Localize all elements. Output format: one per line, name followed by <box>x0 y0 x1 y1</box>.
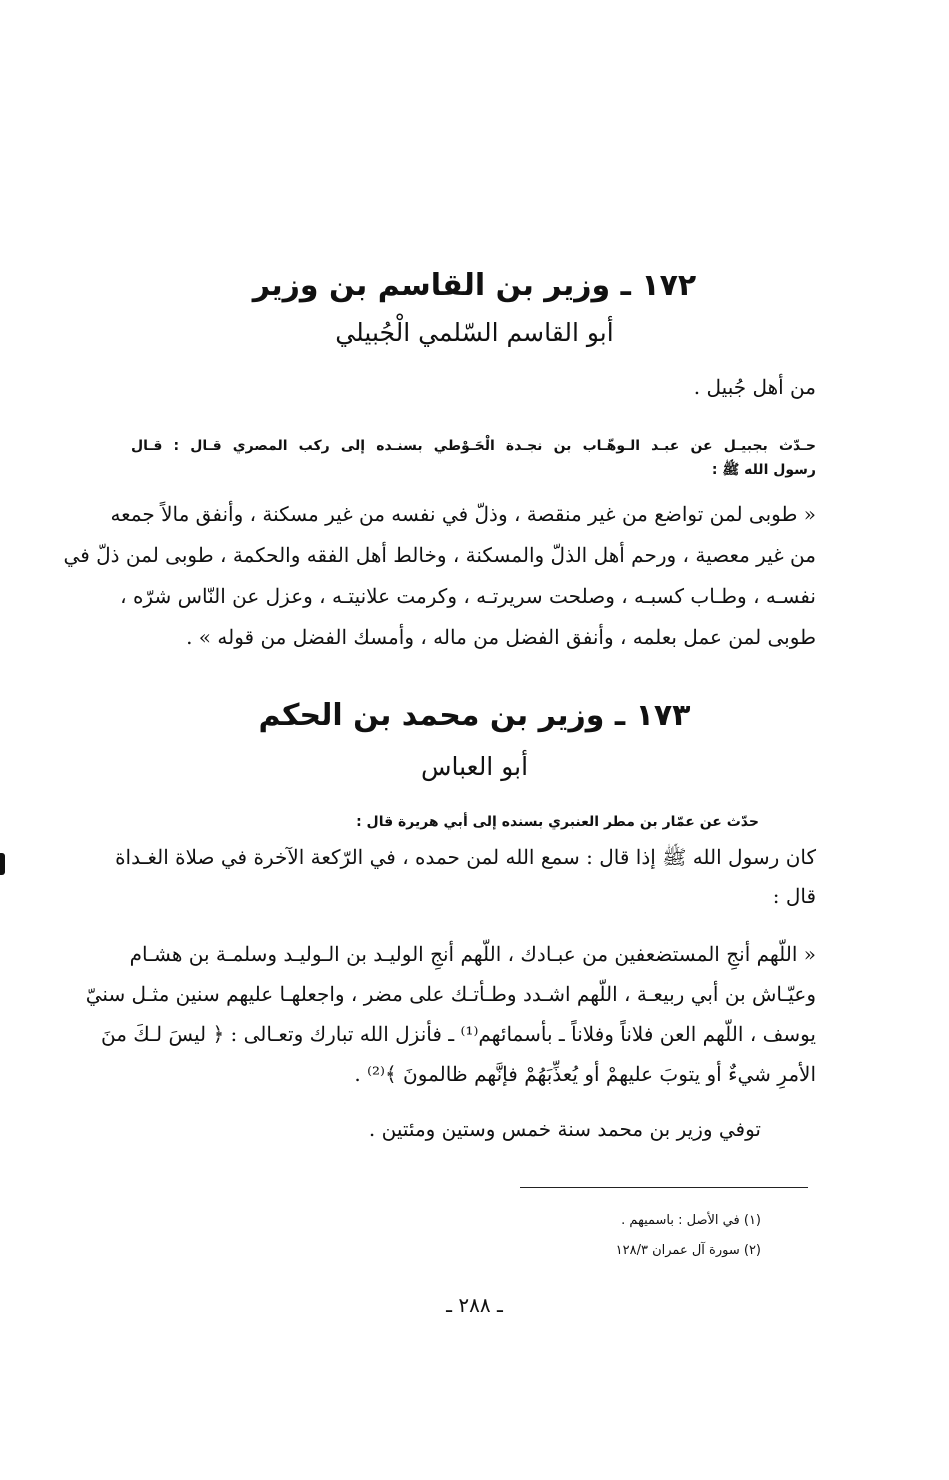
entry-173-hadith-line-2: وعيّـاش بن أبي ربيعـة ، اللّهم اشـدد وطـأتـك على مضر ، واجعلهـا عليهم سنين مثـل سنيّ <box>85 982 816 1006</box>
scan-edge-mark <box>0 853 5 875</box>
entry-173-hadith-line-1: « اللّهم أنجِ المستضعفين من عبـادك ، اللّهم أنجِ الوليـد بن الـوليـد وسلمـة بن هشـام <box>129 942 816 966</box>
entry-172-title: ١٧٢ ـ وزير بن القاسم بن وزير <box>252 268 697 303</box>
page-number: ـ ٢٨٨ ـ <box>446 1293 503 1317</box>
entry-172-subtitle: أبو القاسم السّلمي الْجُبيلي <box>335 318 614 347</box>
footnote-1: (١) في الأصل : باسميهم . <box>621 1213 761 1228</box>
entry-173-narration-line-2: قال : <box>772 884 816 908</box>
footnote-2: (٢) سورة آل عمران ١٢٨/٣ <box>615 1243 761 1258</box>
entry-172-hadith-line-3: نفسـه ، وطـاب كسبـه ، وصلحت سريرتـه ، وكرمت علانيتـه ، وعزل عن النّاس شرّه ، <box>120 584 816 608</box>
entry-172-origin: من أهل جُبيل . <box>693 375 816 399</box>
entry-172-isnad-line-1: حـدّث بجبيـل عن عبـد الـوهّـاب بن نجـدة الْحَـوْطي بسنـده إلى ركب المصري قـال : قـال <box>131 438 816 454</box>
entry-172-hadith-line-4: طوبى لمن عمل بعلمه ، وأنفق الفضل من ماله ، وأمسك الفضل من قوله » . <box>186 625 816 649</box>
entry-172-hadith-line-1: « طوبى لمن تواضع من غير منقصة ، وذلّ في نفسه من غير مسكنة ، وأنفق مالاً جمعه <box>110 502 816 526</box>
entry-172-isnad-line-2: رسول الله ﷺ : <box>711 462 816 478</box>
entry-173-hadith-line-4: الأمرِ شيءٌ أو يتوبَ عليهمْ أو يُعذِّبَهُمْ فإنَّهم ظالمونَ ﴾⁽²⁾ . <box>354 1062 816 1086</box>
footnote-separator <box>520 1187 808 1188</box>
entry-173-death-note: توفي وزير بن محمد سنة خمس وستين ومئتين . <box>368 1117 761 1141</box>
entry-173-subtitle: أبو العباس <box>420 752 529 781</box>
entry-172-hadith-line-2: من غير معصية ، ورحم أهل الذلّ والمسكنة ، وخالط أهل الفقه والحكمة ، طوبى لمن ذلّ في <box>63 543 816 567</box>
entry-173-title: ١٧٣ ـ وزير بن محمد بن الحكم <box>258 698 691 733</box>
entry-173-isnad: حدّث عن عمّار بن مطر العنبري بسنده إلى أبي هريرة قال : <box>356 814 759 830</box>
entry-173-hadith-line-3: يوسف ، اللّهم العن فلاناً وفلاناً ـ بأسمائهم⁽¹⁾ ـ فأنزل الله تبارك وتعـالى : ﴿ ليسَ لـكَ منَ <box>101 1022 816 1046</box>
entry-173-narration-line-1: كان رسول الله ﷺ إذا قال : سمع الله لمن حمده ، في الرّكعة الآخرة في صلاة الغـداة <box>115 845 816 869</box>
